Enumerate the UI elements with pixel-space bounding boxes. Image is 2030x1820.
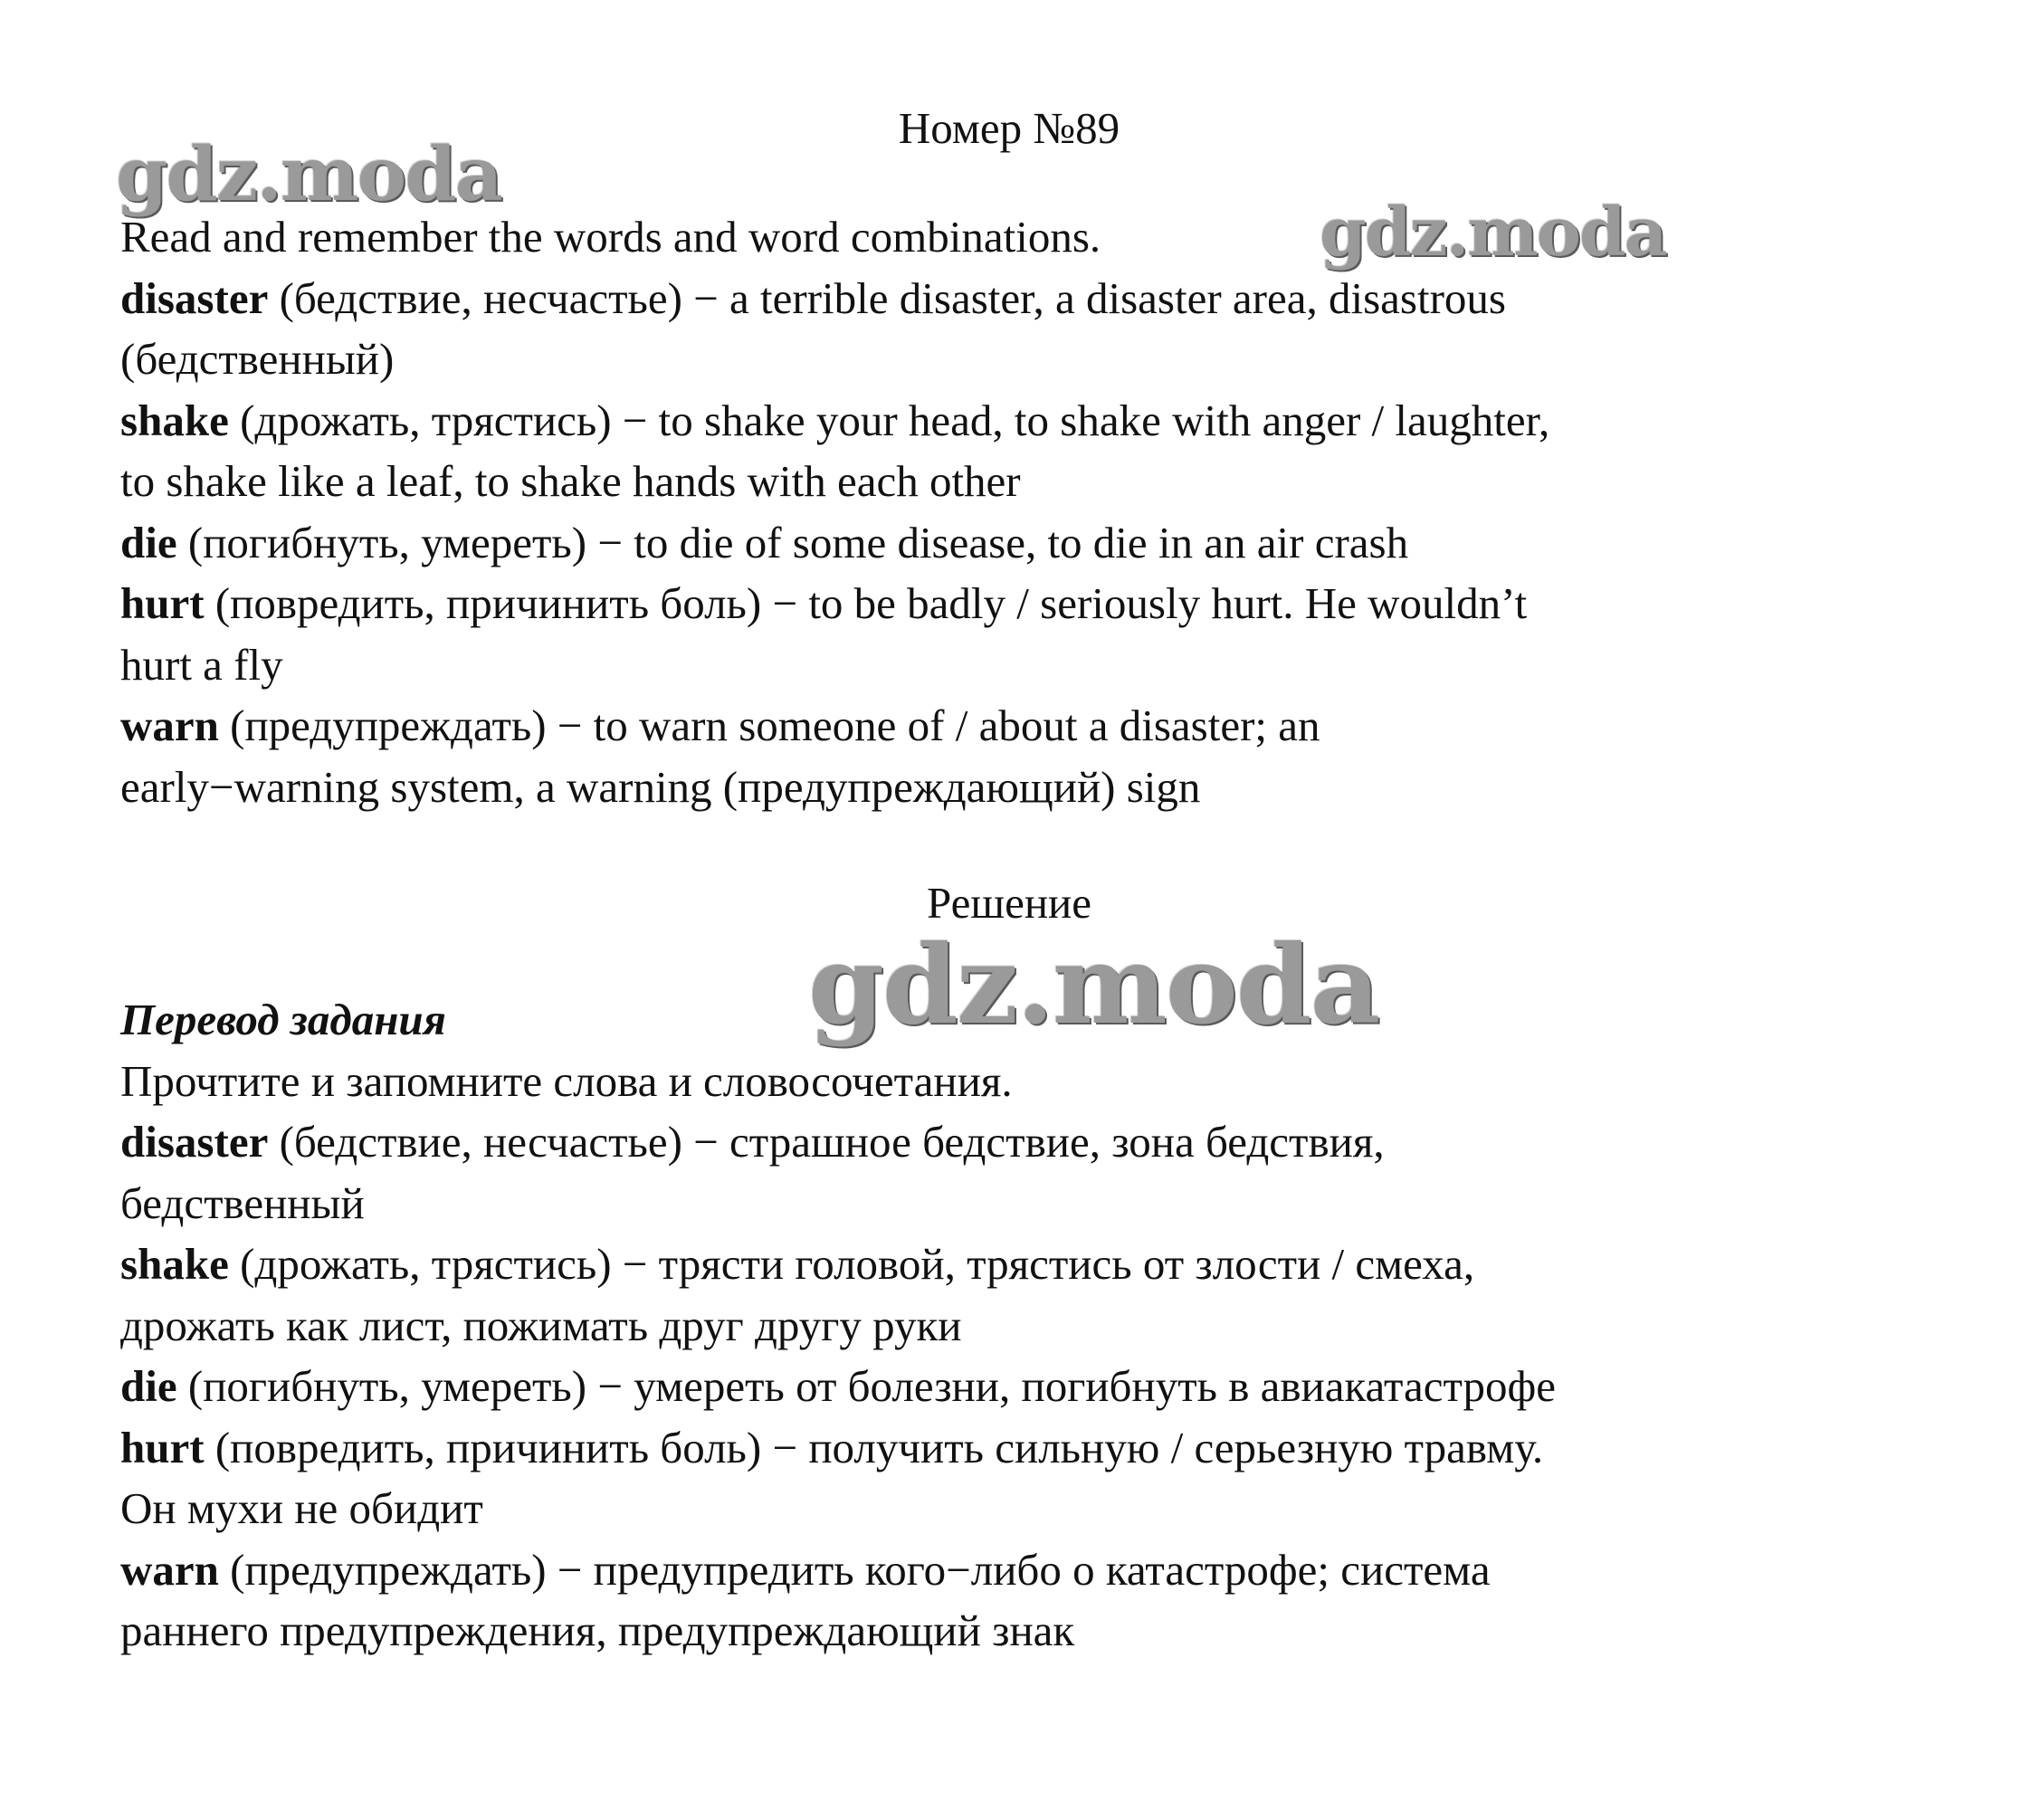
headword: shake xyxy=(120,1239,229,1289)
vocabulary-line xyxy=(120,390,1930,452)
definition-text: (повредить, причинить боль) − получить сильную / серьезную травму. xyxy=(204,1422,1544,1472)
vocabulary-line xyxy=(120,1600,1930,1662)
vocabulary-line xyxy=(120,1478,1930,1539)
headword: shake xyxy=(120,395,229,445)
headword: hurt xyxy=(120,1422,205,1472)
task-vocabulary-list xyxy=(120,268,1930,818)
definition-text: бедственный xyxy=(120,1177,365,1228)
vocabulary-line xyxy=(120,573,1930,634)
vocabulary-line xyxy=(120,695,1930,757)
vocabulary-line xyxy=(120,451,1930,512)
task-intro: Read and remember the words and word combinations. xyxy=(120,212,1101,262)
task-block xyxy=(120,206,1930,817)
watermark-logo: gdz.moda xyxy=(808,921,1379,1049)
headword: warn xyxy=(120,1544,219,1595)
headword: disaster xyxy=(120,1117,269,1167)
vocabulary-line xyxy=(120,1356,1930,1417)
vocabulary-line xyxy=(120,757,1930,818)
definition-text: (погибнуть, умереть) − умереть от болезни, погибнуть в авиакатастрофе xyxy=(176,1361,1557,1411)
headword: die xyxy=(120,517,177,567)
vocabulary-line xyxy=(120,1295,1930,1357)
solution-title: Решение xyxy=(926,878,1092,928)
translation-heading: Перевод задания xyxy=(120,995,446,1044)
definition-text: (бедствие, несчастье) − a terrible disaster, a disaster area, disastrous xyxy=(268,272,1506,323)
watermark-logo: gdz.moda xyxy=(116,131,501,218)
vocabulary-line xyxy=(120,329,1930,390)
definition-text: (дрожать, трястись) − трясти головой, трястись от злости / смеха, xyxy=(228,1239,1475,1289)
headword: disaster xyxy=(120,272,269,323)
headword: hurt xyxy=(120,578,205,628)
definition-text: раннего предупреждения, предупреждающий знак xyxy=(120,1606,1075,1655)
vocabulary-line xyxy=(120,1173,1930,1234)
vocabulary-line xyxy=(120,512,1930,574)
definition-text: (бедственный) xyxy=(120,334,395,384)
vocabulary-line xyxy=(120,1539,1930,1601)
definition-text: (погибнуть, умереть) − to die of some disease, to die in an air crash xyxy=(176,517,1409,567)
definition-text: (предупреждать) − предупредить кого−либо о катастрофе; система xyxy=(218,1544,1491,1595)
headword: warn xyxy=(120,700,219,750)
task-title: Номер №89 xyxy=(898,103,1120,153)
definition-text: дрожать как лист, пожимать друг другу руки xyxy=(120,1300,962,1350)
solution-block xyxy=(120,989,1930,1662)
vocabulary-line xyxy=(120,1234,1930,1295)
definition-text: early−warning system, a warning (предупреждающий) sign xyxy=(120,761,1201,812)
vocabulary-line xyxy=(120,1111,1930,1173)
definition-text: to shake like a leaf, to shake hands with each other xyxy=(120,456,1021,506)
definition-text: (бедствие, несчастье) − страшное бедствие, зона бедствия, xyxy=(268,1117,1385,1167)
definition-text: (предупреждать) − to warn someone of / about a disaster; an xyxy=(218,700,1320,750)
definition-text: (дрожать, трястись) − to shake your head, to shake with anger / laughter, xyxy=(228,395,1550,445)
definition-text: (повредить, причинить боль) − to be badly / seriously hurt. He wouldn’t xyxy=(204,578,1528,628)
headword: die xyxy=(120,1361,177,1411)
solution-vocabulary-list xyxy=(120,1111,1930,1662)
definition-text: hurt a fly xyxy=(120,639,283,690)
definition-text: Он мухи не обидит xyxy=(120,1483,483,1533)
vocabulary-line xyxy=(120,634,1930,696)
translation-intro: Прочтите и запомните слова и словосочетания. xyxy=(120,1055,1013,1106)
watermark-logo: gdz.moda xyxy=(1320,194,1666,272)
vocabulary-line xyxy=(120,1417,1930,1479)
vocabulary-line xyxy=(120,268,1930,329)
